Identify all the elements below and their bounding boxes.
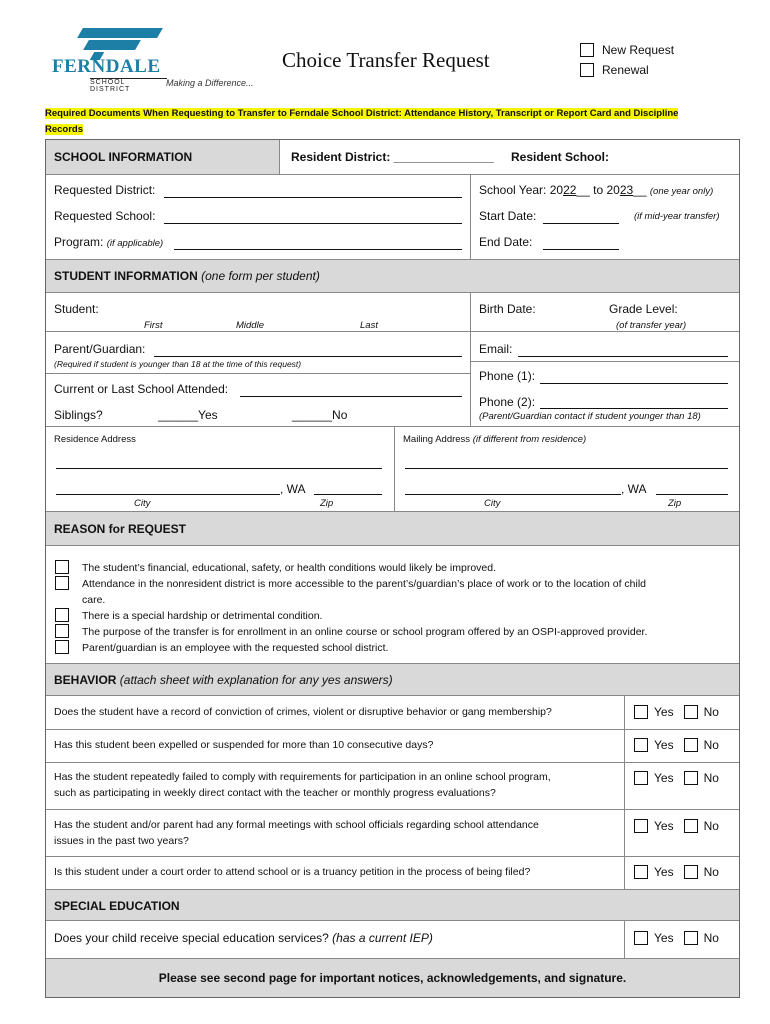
mailing-city-caption: City [484,498,501,509]
footer-note: Please see second page for important notices, acknowledgements, and signature. [158,971,627,985]
reason-checkbox-1[interactable] [55,560,69,574]
behavior-q4-answer: Yes No [634,819,719,833]
special-ed-no-checkbox[interactable] [684,931,698,945]
reason-checkbox-4[interactable] [55,624,69,638]
student-name-label: Student: [54,302,99,316]
grade-level-note: (of transfer year) [616,320,687,331]
resident-district-label: Resident District: _______________ [291,150,494,164]
school-year[interactable]: School Year: 2022__ to 2023__ (one year only) [479,183,714,197]
siblings-no[interactable]: ______No [292,408,348,422]
residence-street-field[interactable] [56,468,382,469]
page-title: Choice Transfer Request [282,48,490,72]
behavior-q3-yes-checkbox[interactable] [634,771,648,785]
phone-2-label: Phone (2): [479,395,536,409]
birth-date-label: Birth Date: [479,302,536,316]
renewal-checkbox[interactable] [580,63,594,77]
renewal-label: Renewal [602,63,649,77]
parent-guardian-note: (Required if student is younger than 18 at the time of this request) [54,359,302,369]
email-label: Email: [479,342,513,356]
residence-city-field[interactable] [56,494,280,495]
mailing-zip-field[interactable] [656,494,728,495]
first-name-caption: First [144,320,163,331]
mailing-city-field[interactable] [405,494,621,495]
requested-district-label: Requested District: [54,183,156,197]
program-note: (if applicable) [106,238,164,249]
end-date-label: End Date: [479,235,533,249]
behavior-q2-no-checkbox[interactable] [684,738,698,752]
behavior-question-4: Has the student and/or parent had any formal meetings with school officials regarding school attendance [54,819,539,831]
residence-zip-field[interactable] [314,494,382,495]
program-label: Program: [54,235,104,249]
behavior-question-3: Has the student repeatedly failed to comply with requirements for participation in an online school program, [54,771,551,783]
required-documents-note: Required Documents When Requesting to Transfer to Ferndale School District: Attendance History, Transcript or Report Card and Discipline Records [45,108,679,135]
residence-address-label: Residence Address [54,434,136,445]
behavior-question-2: Has this student been expelled or suspended for more than 10 consecutive days? [54,739,434,751]
behavior-q5-yes-checkbox[interactable] [634,865,648,879]
start-date-label: Start Date: [479,209,537,223]
behavior-q5-answer: Yes No [634,865,719,879]
siblings-label: Siblings? [54,408,103,422]
behavior-q3-no-checkbox[interactable] [684,771,698,785]
special-ed-answer: Yes No [634,931,719,945]
current-school-label: Current or Last School Attended: [54,382,229,396]
mailing-street-field[interactable] [405,468,728,469]
requested-school-label: Requested School: [54,209,156,223]
reason-text-2-cont: care. [82,594,106,606]
behavior-question-1: Does the student have a record of conviction of crimes, violent or disruptive behavior or gang membership? [54,706,552,718]
reason-heading: REASON for REQUEST [54,522,187,536]
start-date-note: (if mid-year transfer) [634,211,720,222]
mailing-state: , WA [621,482,647,496]
program-field[interactable] [174,249,462,250]
reason-text-3: There is a special hardship or detrimental condition. [82,610,323,622]
phone-1-label: Phone (1): [479,369,536,383]
residence-state: , WA [280,482,306,496]
behavior-q4-yes-checkbox[interactable] [634,819,648,833]
siblings-yes[interactable]: ______Yes [158,408,218,422]
student-info-heading: STUDENT INFORMATION (one form per student) [54,269,320,283]
parent-guardian-label: Parent/Guardian: [54,342,146,356]
resident-school-label: Resident School: [511,150,610,164]
residence-zip-caption: Zip [320,498,334,509]
reason-checkbox-2[interactable] [55,576,69,590]
district-logo [52,26,167,93]
phone-2-field[interactable] [540,408,728,409]
new-request-label: New Request [602,43,675,57]
special-ed-question: Does your child receive special education services? (has a current IEP) [54,931,433,945]
residence-city-caption: City [134,498,151,509]
behavior-question-4-cont: issues in the past two years? [54,835,189,847]
reason-checkbox-5[interactable] [55,640,69,654]
behavior-q2-yes-checkbox[interactable] [634,738,648,752]
reason-text-2: Attendance in the nonresident district is more accessible to the parent’s/guardian’s place of work or to the location of child [82,578,647,590]
reason-checkbox-3[interactable] [55,608,69,622]
behavior-q1-no-checkbox[interactable] [684,705,698,719]
behavior-heading: BEHAVIOR (attach sheet with explanation for any yes answers) [54,673,393,687]
behavior-q5-no-checkbox[interactable] [684,865,698,879]
requested-district-field[interactable] [164,197,462,198]
behavior-q2-answer: Yes No [634,738,719,752]
reason-text-4: The purpose of the transfer is for enrollment in an online course or school program offered by an OSPI-approved provider. [82,626,648,638]
requested-school-field[interactable] [164,223,462,224]
mailing-zip-caption: Zip [668,498,682,509]
behavior-q3-answer: Yes No [634,771,719,785]
email-field[interactable] [518,356,728,357]
behavior-question-3-cont: such as participating in weekly direct contact with the teacher or monthly progress evaluations? [54,787,496,799]
mailing-address-label: Mailing Address (if different from residence) [403,434,587,445]
phone-note: (Parent/Guardian contact if student younger than 18) [479,411,701,422]
behavior-q1-yes-checkbox[interactable] [634,705,648,719]
middle-name-caption: Middle [236,320,264,331]
behavior-q4-no-checkbox[interactable] [684,819,698,833]
transfer-form [45,139,740,998]
last-name-caption: Last [360,320,378,331]
current-school-field[interactable] [240,396,462,397]
parent-guardian-field[interactable] [154,356,462,357]
tagline: Making a Difference... [166,78,254,88]
logo-name: FERNDALE [52,56,161,77]
behavior-question-5: Is this student under a court order to attend school or is a truancy petition in the process of being filed? [54,866,531,878]
new-request-checkbox[interactable] [580,43,594,57]
behavior-q1-answer: Yes No [634,705,719,719]
start-date-field[interactable] [543,223,619,224]
special-ed-yes-checkbox[interactable] [634,931,648,945]
school-info-heading: SCHOOL INFORMATION [54,150,193,164]
reason-text-1: The student’s financial, educational, safety, or health conditions would likely be improved. [82,562,497,574]
reason-text-5: Parent/guardian is an employee with the requested school district. [82,642,389,654]
end-date-field[interactable] [543,249,619,250]
grade-level-label: Grade Level: [609,302,678,316]
phone-1-field[interactable] [540,383,728,384]
request-type-group [580,40,674,80]
special-ed-heading: SPECIAL EDUCATION [54,899,180,913]
logo-subtitle: SCHOOL DISTRICT [90,78,167,93]
